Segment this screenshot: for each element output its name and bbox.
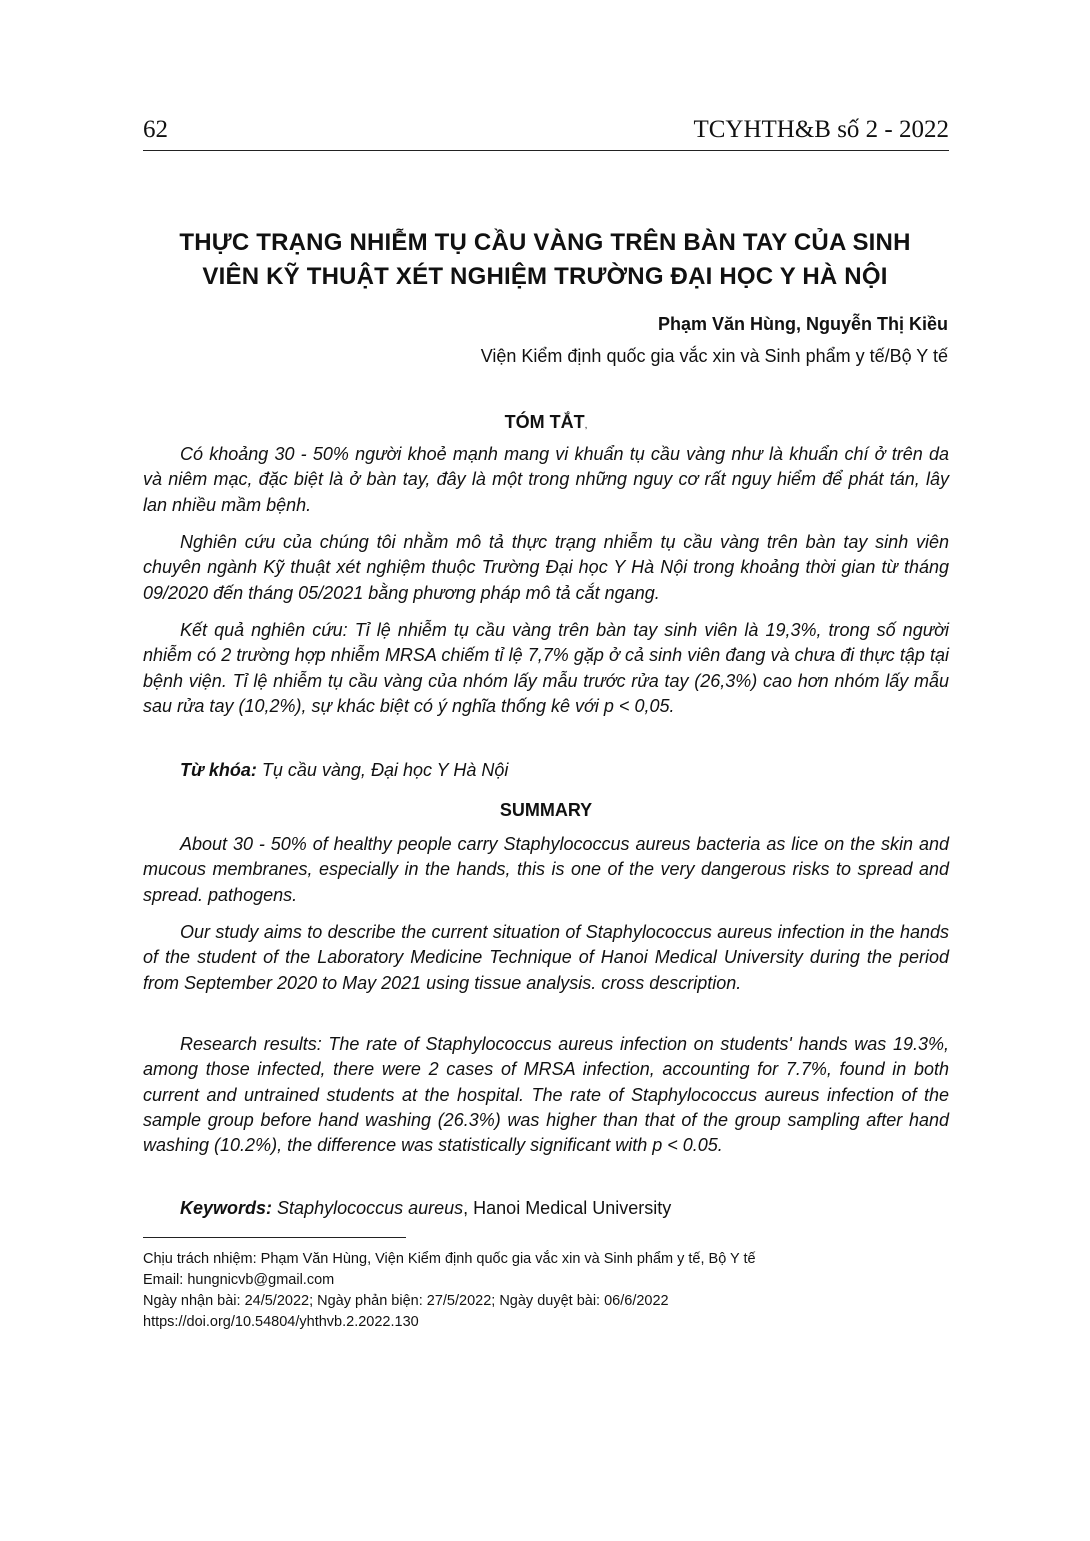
keywords-vi — [143, 758, 949, 783]
footnotes — [143, 1249, 949, 1333]
abstract-vi-paragraph: Kết quả nghiên cứu: Tỉ lệ nhiễm tụ cầu vàng trên bàn tay sinh viên là 19,3%, trong số người nhiễm có 2 trường hợp nhiễm MRSA chiếm tỉ lệ 7,7% gặp ở cả sinh viên đang và chưa đi thực tập tại bệnh viện. Tỉ lệ nhiễm tụ cầu vàng của nhóm lấy mẫu trước rửa tay (26,3%) cao hơn nhóm lấy mẫu sau rửa tay (10,2%), sự khác biệt có ý nghĩa thống kê với p < 0,05. — [143, 620, 949, 716]
keywords-vi-text: Tụ cầu vàng, Đại học Y Hà Nội — [261, 760, 509, 780]
affiliation: Viện Kiểm định quốc gia vắc xin và Sinh phẩm y tế/Bộ Y tế — [480, 346, 948, 366]
heading-mark: , — [584, 420, 588, 431]
keywords-en-italic: Staphylococcus aureus — [277, 1198, 464, 1218]
running-header — [143, 112, 949, 152]
authors: Phạm Văn Hùng, Nguyễn Thị Kiều — [657, 314, 948, 334]
summary-paragraph: Research results: The rate of Staphylococcus aureus infection on students' hands was 19.3%, among those infected, there were 2 cases of MRSA infection, accounting for 7.7%, found in both current and untrained students at the hospital. The rate of Staphylococcus aureus infection of the sample group before hand washing (26.3%) was higher than that of the group sampling after hand washing (10.2%), the difference was statistically significant with p < 0.05. — [143, 1034, 949, 1156]
summary-paragraph: Our study aims to describe the current situation of Staphylococcus aureus infection in the hands of the student of the Laboratory Medicine Technique of Hanoi Medical University during the period from September 2020 to May 2021 using tissue analysis. cross description. — [143, 922, 949, 993]
footnote-email: Email: hungnicvb@gmail.com — [143, 1272, 335, 1288]
title-line: VIÊN KỸ THUẬT XÉT NGHIỆM TRƯỜNG ĐẠI HỌC Y HÀ NỘI — [202, 263, 888, 290]
abstract-vi-paragraph: Nghiên cứu của chúng tôi nhằm mô tả thực trạng nhiễm tụ cầu vàng trên bàn tay sinh viên chuyên ngành Kỹ thuật xét nghiệm thuộc Trường Đại học Y Hà Nội trong khoảng thời gian từ tháng 09/2020 đến tháng 05/2021 bằng phương pháp mô tả cắt ngang. — [143, 532, 949, 603]
footnote-rule — [143, 1237, 406, 1238]
footnote-dates: Ngày nhận bài: 24/5/2022; Ngày phản biện: 27/5/2022; Ngày duyệt bài: 06/6/2022 — [143, 1293, 669, 1309]
keywords-en-label: Keywords: — [180, 1198, 273, 1218]
title-line: THỰC TRẠNG NHIỄM TỤ CẦU VÀNG TRÊN BÀN TAY CỦA SINH — [179, 229, 911, 256]
abstract-vi-heading-text: TÓM TẮT — [504, 412, 585, 432]
abstract-vi-heading — [143, 412, 949, 433]
summary-paragraph: About 30 - 50% of healthy people carry Staphylococcus aureus bacteria as lice on the skin and mucous membranes, especially in the hands, this is one of the very dangerous risks to spread and spread. pathogens. — [143, 834, 949, 905]
footnote-correspondence: Chịu trách nhiệm: Phạm Văn Hùng, Viện Kiểm định quốc gia vắc xin và Sinh phẩm y tế, Bộ Y tế — [143, 1251, 756, 1267]
keywords-vi-label: Từ khóa: — [180, 760, 257, 780]
keywords-en-rest: , Hanoi Medical University — [463, 1198, 672, 1218]
header-rule — [143, 150, 949, 151]
article-title — [120, 226, 970, 294]
page-number: 62 — [143, 116, 168, 143]
journal-issue: TCYHTH&B số 2 - 2022 — [693, 116, 949, 143]
keywords-en — [143, 1196, 949, 1221]
abstract-vi-paragraph: Có khoảng 30 - 50% người khoẻ mạnh mang vi khuẩn tụ cầu vàng như là khuẩn chí ở trên da và niêm mạc, đặc biệt là ở bàn tay, đây là một trong những nguy cơ rất nguy hiểm để phát tán, lây lan nhiều mầm bệnh. — [143, 444, 949, 515]
footnote-doi[interactable]: https://doi.org/10.54804/yhthvb.2.2022.130 — [143, 1314, 419, 1330]
summary-heading: SUMMARY — [499, 800, 593, 820]
